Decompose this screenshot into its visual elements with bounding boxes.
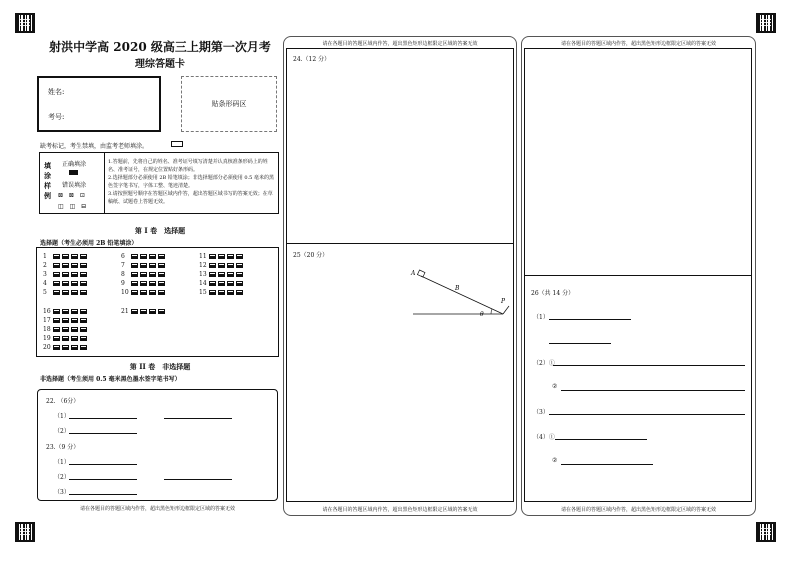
answer-line[interactable] xyxy=(69,464,137,465)
absent-checkbox[interactable] xyxy=(171,141,183,147)
mc-row[interactable] xyxy=(43,344,89,351)
side-char: 例 xyxy=(44,191,51,200)
name-label: 姓名: xyxy=(48,88,65,96)
q25-answer-area[interactable] xyxy=(286,244,514,502)
q26-item-1: （1） xyxy=(533,314,549,321)
correct-fill-sample xyxy=(69,170,78,175)
question-number: 11 xyxy=(199,253,207,260)
question-number: 21 xyxy=(121,308,129,315)
q23-label: 23.（9 分） xyxy=(46,444,80,451)
part1-heading: 第 I 卷 选择题 xyxy=(134,226,186,235)
q22-item-2: （2） xyxy=(54,428,70,435)
part2-sub: 非选择题（考生须用 0.5 毫米黑色墨水签字笔书写） xyxy=(40,376,181,383)
boundary-warning: 请在各题目的答题区域内作答，超出黑色矩形边框限定区域的答案无效 xyxy=(322,41,478,47)
q25-continued-area[interactable] xyxy=(524,48,752,276)
incline-line xyxy=(421,276,503,314)
barcode-area xyxy=(181,76,277,132)
mc-row[interactable] xyxy=(199,289,245,296)
boundary-warning: 请在各题目的答题区域内作答，超出黑色矩形边框限定区域的答案无效 xyxy=(322,507,478,513)
label-b: B xyxy=(455,285,460,292)
answer-line[interactable] xyxy=(164,418,232,419)
mc-row[interactable] xyxy=(43,262,89,269)
q22-label: 22. （6分） xyxy=(46,398,80,405)
question-number: 8 xyxy=(121,271,125,278)
question-number: 15 xyxy=(199,289,207,296)
mc-row[interactable] xyxy=(43,308,89,315)
corner-qr-code-top-right xyxy=(756,13,776,33)
answer-line[interactable] xyxy=(549,319,631,320)
mc-row[interactable] xyxy=(199,262,245,269)
label-theta: θ xyxy=(480,311,484,318)
q24-answer-area[interactable] xyxy=(286,48,514,244)
instruction-item: 3.请按照题号顺序在答题区域内作答，超出答题区域书写的答案无效；在草稿纸、试题卷上答题无效。 xyxy=(108,191,273,205)
q26-item-4-2: ② xyxy=(552,457,558,464)
fill-example-box xyxy=(39,152,279,214)
answer-line[interactable] xyxy=(69,433,137,434)
q22-23-answer-area[interactable] xyxy=(37,389,278,501)
mc-row[interactable] xyxy=(121,289,167,296)
instruction-item: 2.选择题部分必须使用 2B 铅笔填涂；非选择题部分必须使用 0.5 毫米的黑色签字笔书写，字体工整、笔迹清楚。 xyxy=(108,175,274,189)
q26-item-2-1: （2）① xyxy=(533,360,555,367)
boundary-warning: 请在各题目的答题区域内作答，超出黑色矩形边框限定区域的答案无效 xyxy=(79,506,235,512)
q26-item-3: （3） xyxy=(533,409,549,416)
mc-row[interactable] xyxy=(121,271,167,278)
wrong-fill-samples-2: ◫ ◫ ⊟ xyxy=(58,203,89,210)
side-char: 样 xyxy=(44,181,51,190)
answer-line[interactable] xyxy=(549,343,611,344)
boundary-warning: 请在各题目的答题区域内作答，超出黑色矩形边框限定区域的答案无效 xyxy=(560,41,716,47)
question-number: 20 xyxy=(43,344,51,351)
mc-row[interactable] xyxy=(121,262,167,269)
q24-label: 24.（12 分） xyxy=(293,56,331,63)
instructions xyxy=(108,158,276,206)
side-char: 涂 xyxy=(44,171,51,180)
instruction-item: 1.答题前，先将自己的姓名、准考证号填写清楚并认真核准条形码上的姓名、准考证号，在规定位置贴好条形码。 xyxy=(108,159,268,173)
mc-row[interactable] xyxy=(43,271,89,278)
question-number: 7 xyxy=(121,262,125,269)
exam-subtitle: 理综答题卡 xyxy=(135,59,185,70)
mc-row[interactable] xyxy=(121,308,167,315)
corner-qr-code-top-left xyxy=(15,13,35,33)
q23-item-2: （2） xyxy=(54,474,70,481)
name-id-box xyxy=(37,76,161,132)
answer-line[interactable] xyxy=(69,418,137,419)
question-number: 10 xyxy=(121,289,129,296)
mc-row[interactable] xyxy=(121,280,167,287)
divider xyxy=(104,153,105,213)
q26-item-2-2: ② xyxy=(552,383,558,390)
question-number: 16 xyxy=(43,308,51,315)
answer-line[interactable] xyxy=(69,479,137,480)
answer-line[interactable] xyxy=(69,494,137,495)
answer-line[interactable] xyxy=(555,439,647,440)
multiple-choice-area xyxy=(36,247,279,357)
mc-row[interactable] xyxy=(199,253,245,260)
question-number: 14 xyxy=(199,280,207,287)
correct-fill-label: 正确填涂 xyxy=(62,161,87,168)
q25-label: 25（20 分） xyxy=(293,252,329,259)
stopper xyxy=(503,306,509,314)
answer-line[interactable] xyxy=(561,464,653,465)
mc-row[interactable] xyxy=(43,326,89,333)
label-a: A xyxy=(411,270,416,277)
mc-row[interactable] xyxy=(121,253,167,260)
question-number: 5 xyxy=(43,289,47,296)
wrong-fill-label: 错误填涂 xyxy=(62,182,87,189)
corner-qr-code-bottom-left xyxy=(15,522,35,542)
mc-row[interactable] xyxy=(199,271,245,278)
q23-item-3: （3） xyxy=(54,489,70,496)
mc-row[interactable] xyxy=(43,253,89,260)
question-number: 6 xyxy=(121,253,125,260)
part1-sub: 选择题（考生必须用 2B 铅笔填涂） xyxy=(40,240,138,247)
mc-row[interactable] xyxy=(43,289,89,296)
q26-label: 26（共 14 分） xyxy=(531,290,575,297)
question-number: 4 xyxy=(43,280,47,287)
fill-example-side-label xyxy=(44,161,52,201)
exam-title: 射洪中学高 2020 级高三上期第一次月考 xyxy=(49,40,271,54)
mc-row[interactable] xyxy=(43,317,89,324)
block-a xyxy=(417,270,425,277)
question-number: 17 xyxy=(43,317,51,324)
q23-item-1: （1） xyxy=(54,459,70,466)
mc-row[interactable] xyxy=(199,280,245,287)
q22-item-1: （1） xyxy=(54,413,70,420)
answer-line[interactable] xyxy=(561,390,745,391)
answer-line[interactable] xyxy=(553,365,745,366)
question-number: 12 xyxy=(199,262,207,269)
angle-arc xyxy=(491,309,492,314)
question-number: 13 xyxy=(199,271,207,278)
label-p: P xyxy=(501,298,506,305)
boundary-warning: 请在各题目的答题区域内作答，超出黑色矩形边框限定区域的答案无效 xyxy=(560,507,716,513)
corner-qr-code-bottom-right xyxy=(756,522,776,542)
student-id-label: 考号: xyxy=(48,113,65,121)
question-number: 3 xyxy=(43,271,47,278)
absent-note: 缺考标记，考生禁填，由监考老师填涂。 xyxy=(40,143,149,150)
incline-figure xyxy=(407,266,517,326)
q26-answer-area[interactable] xyxy=(524,276,752,502)
part2-heading: 第 II 卷 非选择题 xyxy=(129,362,191,371)
answer-line[interactable] xyxy=(549,414,745,415)
mc-row[interactable] xyxy=(43,280,89,287)
question-number: 2 xyxy=(43,262,47,269)
q26-item-4-1: （4）① xyxy=(533,434,555,441)
question-number: 1 xyxy=(43,253,47,260)
answer-line[interactable] xyxy=(164,479,232,480)
mc-row[interactable] xyxy=(43,335,89,342)
question-number: 9 xyxy=(121,280,125,287)
question-number: 19 xyxy=(43,335,51,342)
side-char: 填 xyxy=(44,161,51,170)
barcode-label: 贴条形码区 xyxy=(211,100,247,108)
question-number: 18 xyxy=(43,326,51,333)
wrong-fill-samples-1: ⊠ ⊠ ⊡ xyxy=(58,192,87,199)
